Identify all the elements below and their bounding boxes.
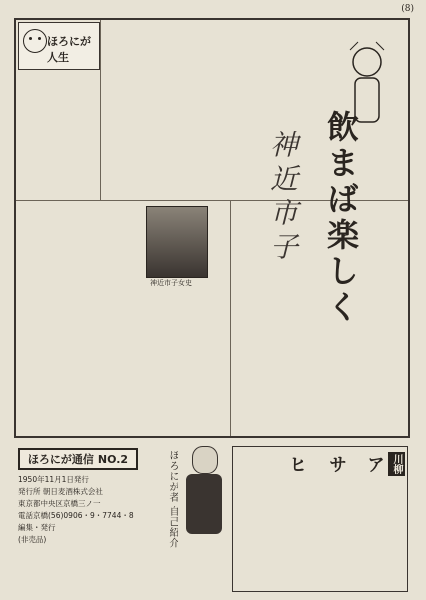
doll-body-icon	[186, 474, 222, 534]
doll-head-icon	[192, 446, 218, 474]
page-number: (8)	[401, 4, 414, 14]
masthead-date: 1950年11月1日発行	[18, 475, 89, 484]
ad-letter-sa: サ	[326, 455, 347, 473]
masthead-phone: 電話京橋(56)0906・9・7744・8	[18, 511, 134, 520]
bottle-illustration	[344, 40, 390, 130]
masthead-price: (非売品)	[18, 535, 47, 544]
masthead	[18, 448, 138, 558]
masthead-address: 東京都中央区京橋三ノ一	[18, 499, 101, 508]
photo-caption: 神近市子女史	[150, 279, 192, 287]
masthead-title-box	[18, 448, 138, 470]
smiley-icon	[23, 29, 47, 53]
column-rule	[100, 20, 101, 200]
masthead-issue: NO.2	[97, 452, 129, 466]
doll-section-title: ほろにが者 自己紹介	[167, 450, 178, 549]
article-text-left	[18, 70, 98, 198]
column-rule	[230, 200, 231, 436]
ad-box	[232, 446, 408, 592]
doll-illustration	[184, 440, 224, 560]
corner-logo	[18, 22, 100, 70]
corner-title: ほろにが人生	[47, 35, 91, 64]
author-photo	[146, 206, 208, 278]
article-title: 飲まば楽しく	[322, 110, 360, 326]
author-signature: 神近市子	[266, 130, 299, 266]
masthead-publisher: 発行所 朝日麦酒株式会社	[18, 487, 103, 496]
masthead-editor: 編集・発行	[18, 523, 56, 532]
masthead-title: ほろにが通信	[27, 453, 94, 466]
ad-label: 川柳	[388, 452, 405, 476]
ad-letter-hi: ヒ	[286, 455, 307, 473]
ad-letter-a: ア	[364, 455, 385, 473]
